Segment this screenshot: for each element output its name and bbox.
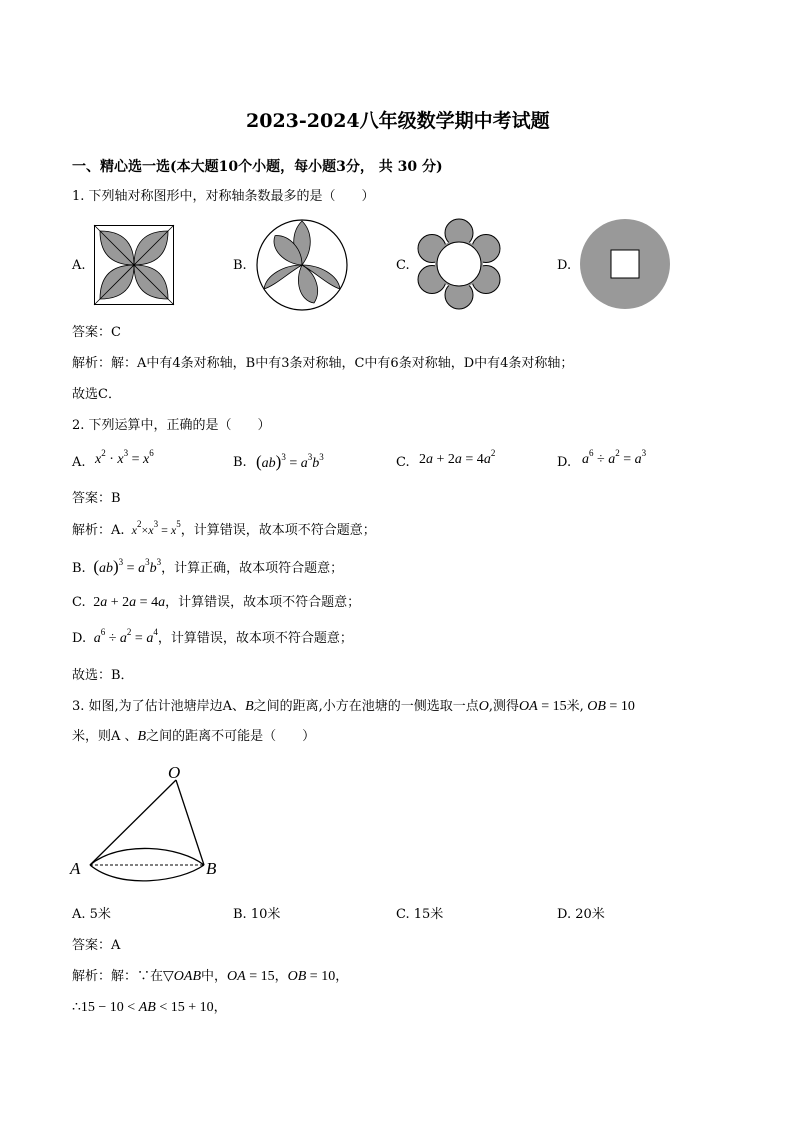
q2-option-a-label: A. — [72, 455, 86, 470]
q2-analysis-b-prefix: B. — [72, 561, 86, 576]
q3-analysis-line1 — [72, 968, 348, 986]
q2-analysis-b — [72, 558, 343, 578]
q2-analysis-a-suffix: ，计算错误，故本项不符合题意； — [180, 523, 376, 538]
q2-analysis-b-suffix: ，计算正确，故本项符合题意； — [161, 561, 344, 576]
q2-analysis-a — [72, 521, 376, 540]
q1-option-a-label: A. — [72, 258, 86, 273]
q3-analysis-line2 — [72, 999, 227, 1017]
q3-analysis-part1: 解析：解：∵在 — [72, 969, 164, 984]
page-title: 2023-2024八年级数学期中考试题 — [246, 110, 550, 132]
q3-triangle-oab: ▽OAB — [163, 969, 202, 984]
q2-option-a-formula: $x^2 \cdot x^3 = x^6$ — [95, 448, 154, 467]
question-1-stem: 1. 下列轴对称图形中，对称轴条数最多的是（ ） — [72, 189, 375, 204]
q2-option-c-label: C. — [396, 455, 410, 470]
q1-option-b-label: B. — [233, 258, 247, 273]
q2-option-d-formula: $a^6 \div a^2 = a^3$ — [582, 448, 647, 467]
q3-analysis-part5: ， — [213, 1000, 227, 1015]
q3-var-b2: B — [137, 729, 147, 744]
q1-option-d-label: D. — [557, 258, 572, 273]
q3-analysis-part2: 中， — [201, 969, 228, 984]
q3-option-d: D. 20米 — [557, 907, 605, 922]
q3-label-a: A — [70, 859, 81, 878]
q2-analysis-d-suffix: ，计算错误，故本项不符合题意； — [157, 631, 353, 646]
q2-analysis-prefix: 解析：A. — [72, 523, 125, 538]
q3-analysis-ob: OB = 10 — [287, 969, 336, 984]
q3-option-b: B. 10米 — [233, 907, 281, 922]
q3-label-b: B — [206, 859, 217, 878]
q2-analysis-d — [72, 627, 353, 648]
q2-analysis-c — [72, 594, 360, 612]
q2-analysis-d-formula: $a^6 \div a^2 = a^4$ — [90, 627, 158, 646]
q1-analysis: 解析：解：A中有4条对称轴，B中有3条对称轴，C中有6条对称轴，D中有4条对称轴； — [72, 356, 574, 371]
q3-answer: 答案：A — [72, 938, 121, 953]
q3-oa-eq: OA = 15 — [519, 699, 567, 714]
question-3-stem-line2 — [72, 728, 315, 746]
q3-var-b: B — [245, 699, 254, 714]
q1-figure-c — [414, 219, 504, 309]
q2-analysis-b-formula: $(ab)^3 = a^3b^3$ — [93, 557, 162, 576]
q3-stem-part5: 米，则A 、 — [72, 729, 138, 744]
q1-conclusion: 故选C． — [72, 387, 121, 402]
q3-ob-eq: OB = 10 — [583, 699, 635, 714]
q3-stem-part2: 之间的距离,小方在池塘的一侧选取一点 — [253, 699, 479, 714]
q3-option-c: C. 15米 — [396, 907, 444, 922]
q3-analysis-oa: OA = 15 — [227, 969, 275, 984]
q2-answer: 答案：B — [72, 491, 121, 506]
question-2-stem: 2. 下列运算中，正确的是（ ） — [72, 418, 271, 433]
q3-stem-part6: 之间的距离不可能是（ ） — [146, 729, 316, 744]
q3-label-o: O — [168, 763, 181, 782]
q3-stem-part4: 米, — [566, 699, 584, 714]
q2-option-d-label: D. — [557, 455, 572, 470]
q2-option-b-label: B. — [233, 455, 247, 470]
q2-option-b-formula: $(ab)^3 = a^3b^3$ — [256, 452, 324, 471]
question-3-stem-line1 — [72, 698, 635, 716]
q3-option-a: A. 5米 — [72, 907, 111, 922]
q2-analysis-c-formula: 2a + 2a = 4a — [93, 595, 166, 610]
q3-stem-part1: 3. 如图,为了估计池塘岸边A、 — [72, 699, 246, 714]
q3-pond-figure — [70, 762, 230, 882]
q1-figure-d — [580, 219, 670, 309]
q2-analysis-c-prefix: C. — [72, 595, 86, 610]
q3-analysis-part4: ， — [335, 969, 349, 984]
q3-inequality: ∴15 − 10 < AB < 15 + 10 — [72, 1000, 214, 1015]
q1-option-c-label: C. — [396, 258, 410, 273]
q2-conclusion: 故选：B． — [72, 668, 134, 683]
q2-option-c-formula: $2a + 2a = 4a^2$ — [419, 448, 496, 467]
q3-stem-part3: ,测得 — [488, 699, 520, 714]
q3-var-o: O — [478, 699, 489, 714]
q2-analysis-d-prefix: D. — [72, 631, 87, 646]
q2-analysis-c-suffix: ，计算错误，故本项不符合题意； — [165, 595, 361, 610]
q1-answer: 答案：C — [72, 325, 121, 340]
q1-figure-b — [256, 219, 348, 311]
section-heading: 一、精心选一选(本大题10个小题，每小题3分， 共 30 分) — [72, 159, 443, 175]
q2-analysis-a-formula: $x^2\times x^3 = x^5$ — [128, 519, 181, 537]
q1-figure-a — [94, 225, 174, 305]
q3-analysis-part3: ， — [274, 969, 288, 984]
